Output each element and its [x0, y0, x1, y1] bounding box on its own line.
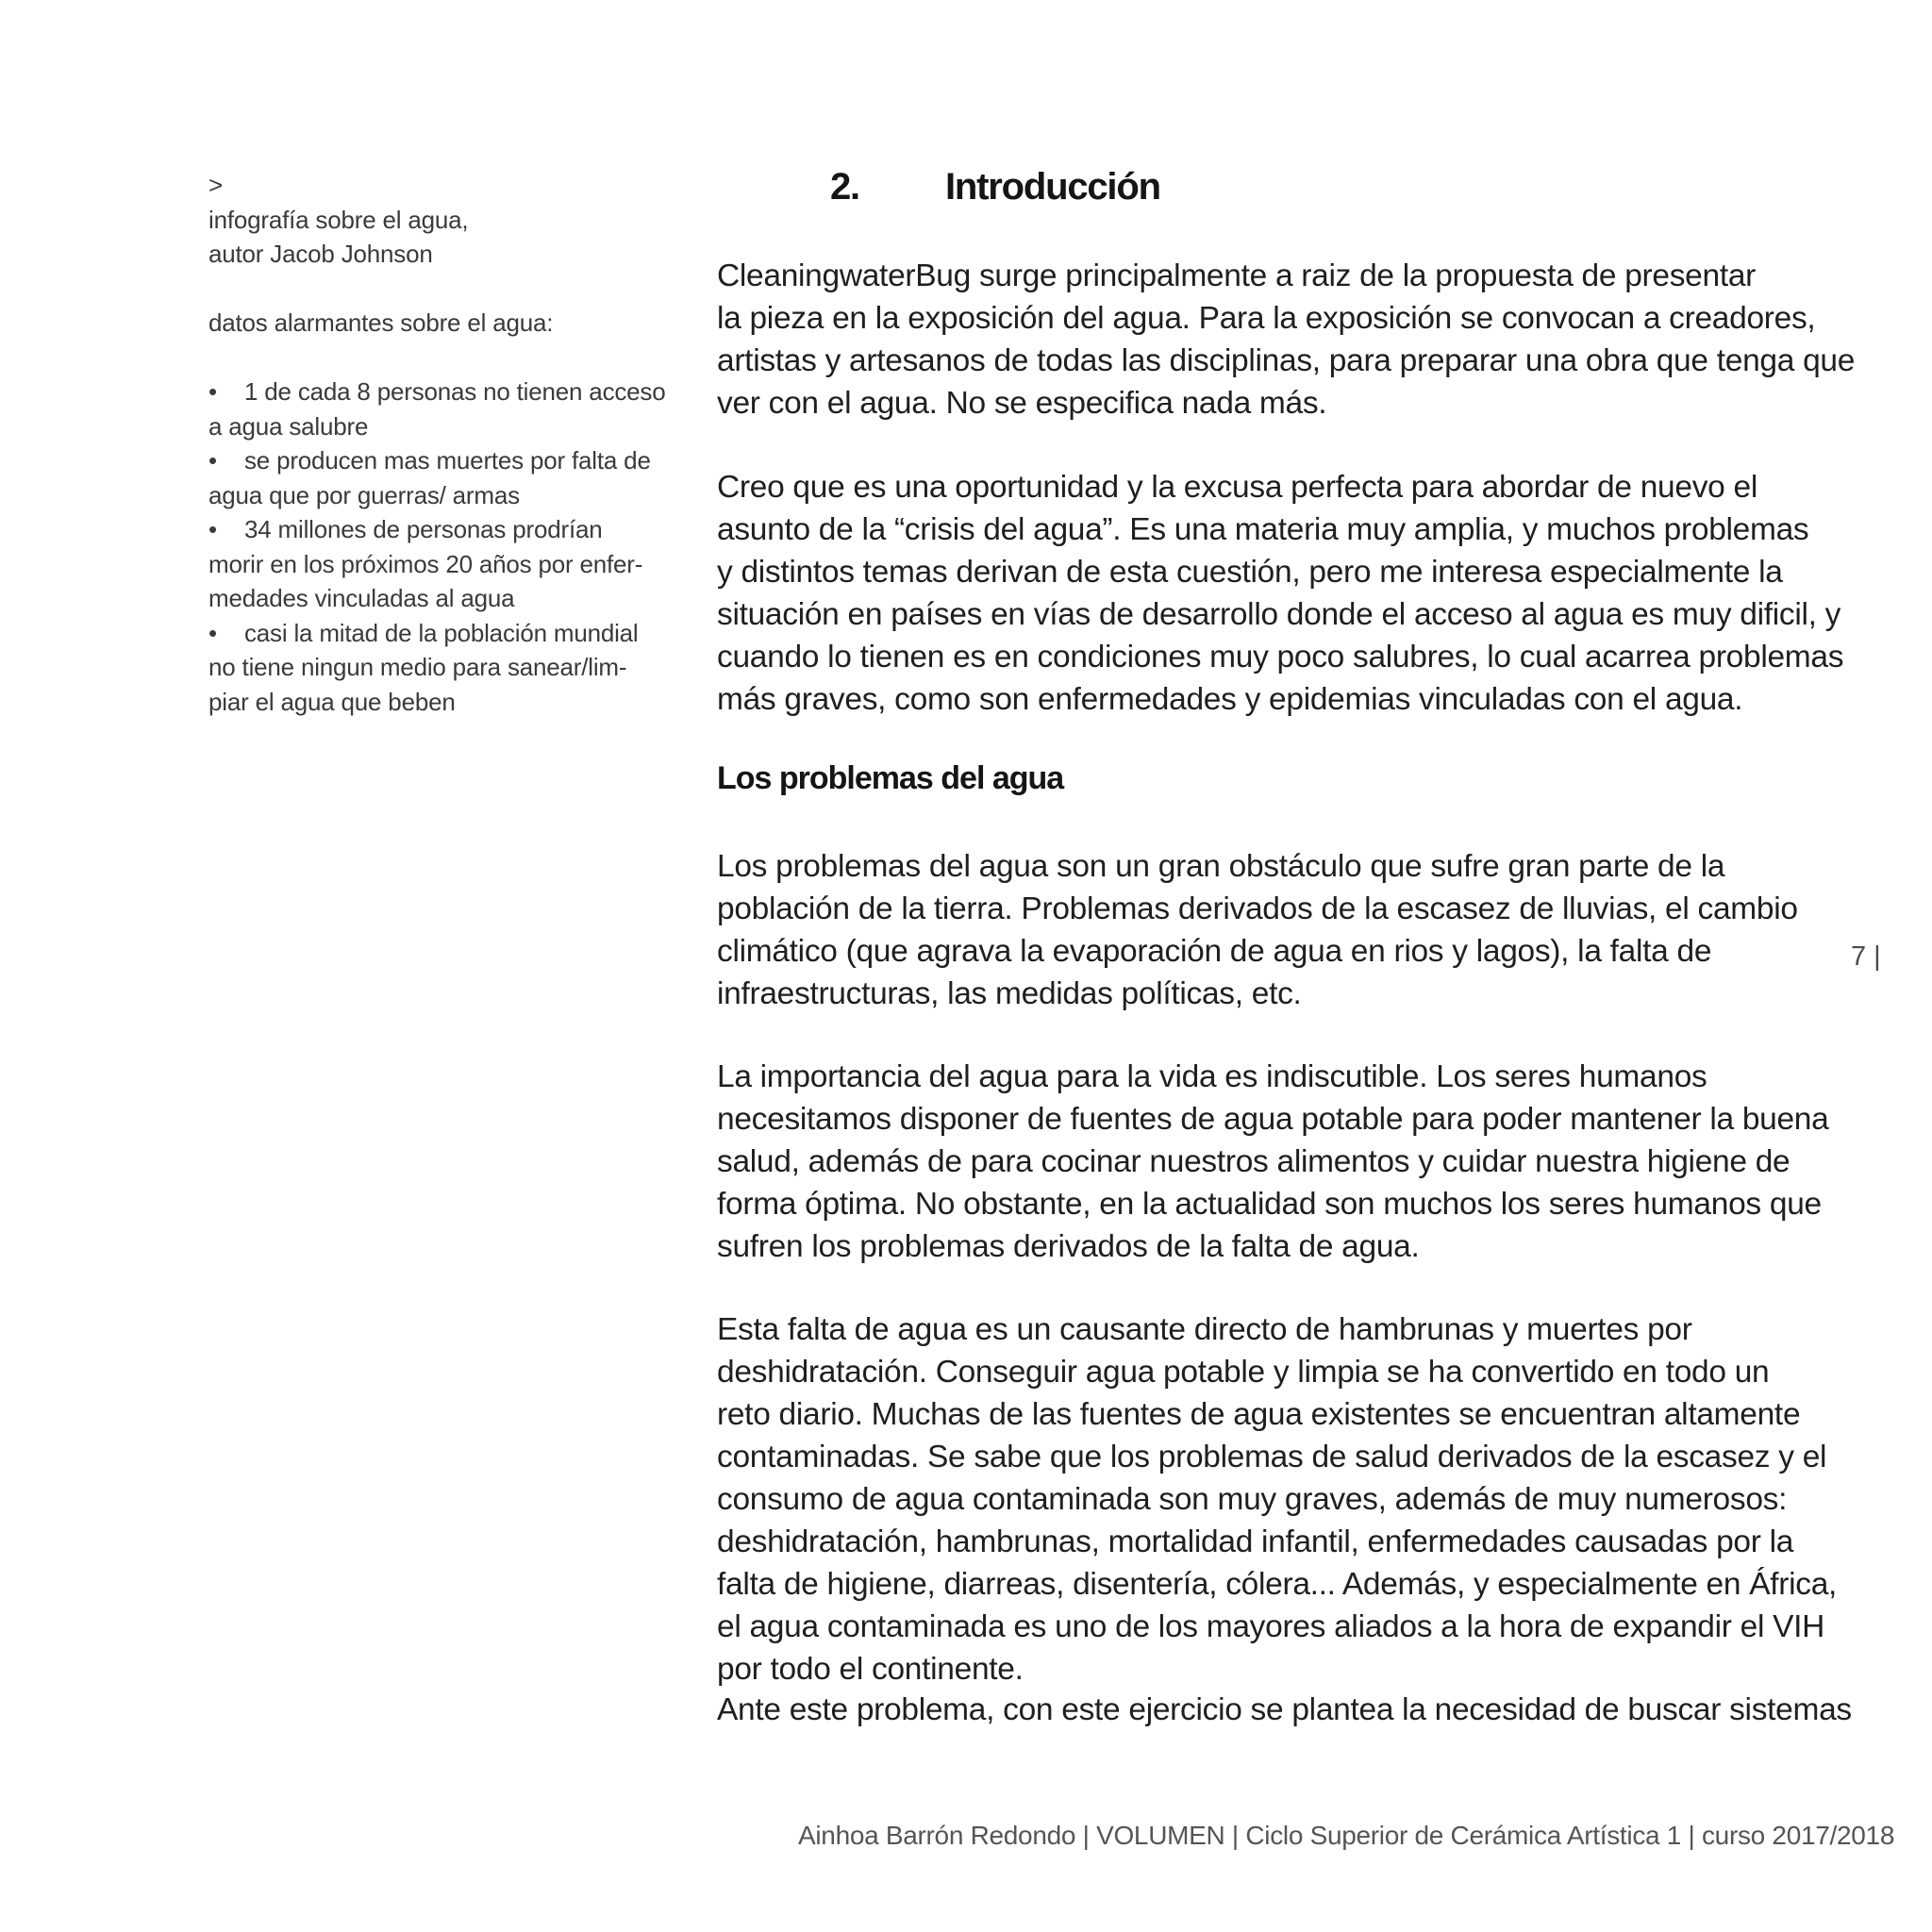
paragraph-problems — [717, 845, 1798, 1015]
section-subheading: Los problemas del agua — [717, 760, 1064, 796]
paragraph-line: el agua contaminada es uno de los mayores aliados a la hora de expandir el VIH — [717, 1609, 1825, 1644]
paragraph-line: forma óptima. No obstante, en la actualidad son muchos los seres humanos que — [717, 1187, 1822, 1222]
bullet-icon: • — [208, 446, 217, 475]
caption-line: infografía sobre el agua, — [208, 205, 469, 234]
paragraph-exercise — [717, 1689, 1852, 1731]
paragraph-line: artistas y artesanos de todas las disciplinas, para preparar una obra que tenga que — [717, 343, 1856, 378]
paragraph-line: CleaningwaterBug surge principalmente a raiz de la propuesta de presentar — [717, 258, 1757, 293]
bullet-item — [208, 512, 671, 616]
paragraph-line: deshidratación, hambrunas, mortalidad infantil, enfermedades causadas por la — [717, 1524, 1794, 1559]
paragraph-line: falta de higiene, diarreas, disentería, cólera... Además, y especialmente en África, — [717, 1567, 1838, 1602]
paragraph-line: la pieza en la exposición del agua. Para la exposición se convocan a creadores, — [717, 301, 1816, 336]
bullet-item — [208, 375, 671, 443]
sidebar-notes — [208, 168, 671, 719]
paragraph-line: Creo que es una oportunidad y la excusa perfecta para abordar de nuevo el — [717, 470, 1757, 505]
paragraph-line: y distintos temas derivan de esta cuestión, pero me interesa especialmente la — [717, 555, 1783, 590]
bullet-text: piar el agua que beben — [208, 687, 456, 716]
arrow-marker: > — [208, 171, 223, 199]
paragraph-line: Esta falta de agua es un causante directo de hambrunas y muertes por — [717, 1312, 1692, 1347]
bullet-text: se producen mas muertes por falta de — [244, 446, 651, 475]
paragraph-line: situación en países en vías de desarrollo donde el acceso al agua es muy dificil, y — [717, 597, 1841, 632]
bullet-item — [208, 443, 671, 512]
paragraph-line: sufren los problemas derivados de la falta de agua. — [717, 1229, 1420, 1264]
chapter-number: 2. — [830, 166, 859, 208]
paragraph-intro — [717, 255, 1855, 425]
paragraph-line: Los problemas del agua son un gran obstáculo que sufre gran parte de la — [717, 849, 1725, 884]
bullet-text: agua que por guerras/ armas — [208, 480, 520, 509]
paragraph-line: más graves, como son enfermedades y epidemias vinculadas con el agua. — [717, 682, 1743, 717]
bullet-item — [208, 616, 671, 720]
bullet-text: casi la mitad de la población mundial — [244, 618, 639, 647]
bullet-text: morir en los próximos 20 años por enfer- — [208, 549, 643, 578]
paragraph-line: necesitamos disponer de fuentes de agua potable para poder mantener la buena — [717, 1102, 1829, 1137]
bullet-text: a agua salubre — [208, 411, 369, 441]
bullet-text: medades vinculadas al agua — [208, 584, 515, 612]
page-number: 7 | — [1851, 941, 1881, 972]
chapter-heading — [830, 166, 1160, 208]
paragraph-crisis — [717, 466, 1843, 721]
paragraph-line: La importancia del agua para la vida es indiscutible. Los seres humanos — [717, 1059, 1707, 1094]
paragraph-line: asunto de la “crisis del agua”. Es una materia muy amplia, y muchos problemas — [717, 512, 1809, 547]
paragraph-line: reto diario. Muchas de las fuentes de agua existentes se encuentran altamente — [717, 1397, 1801, 1432]
paragraph-line: ver con el agua. No se especifica nada más. — [717, 386, 1327, 421]
paragraph-shortage — [717, 1308, 1837, 1690]
paragraph-line: Ante este problema, con este ejercicio se plantea la necesidad de buscar sistemas — [717, 1692, 1852, 1727]
bullet-text: no tiene ningun medio para sanear/lim- — [208, 653, 627, 681]
paragraph-line: cuando lo tienen es en condiciones muy poco salubres, lo cual acarrea problemas — [717, 640, 1844, 675]
page-footer: Ainhoa Barrón Redondo | VOLUMEN | Ciclo Superior de Cerámica Artística 1 | curso 2017/2018 — [798, 1821, 1895, 1850]
chapter-title: Introducción — [945, 166, 1160, 208]
bullet-text: 1 de cada 8 personas no tienen acceso — [244, 377, 666, 406]
paragraph-line: consumo de agua contaminada son muy graves, además de muy numerosos: — [717, 1482, 1788, 1517]
caption-line: autor Jacob Johnson — [208, 240, 433, 268]
paragraph-line: por todo el continente. — [717, 1652, 1024, 1687]
paragraph-line: contaminadas. Se sabe que los problemas de salud derivados de la escasez y el — [717, 1440, 1827, 1474]
bullet-icon: • — [208, 377, 217, 406]
bullet-text: 34 millones de personas prodrían — [244, 515, 603, 543]
bullet-icon: • — [208, 515, 217, 543]
paragraph-line: población de la tierra. Problemas derivados de la escasez de lluvias, el cambio — [717, 891, 1798, 926]
data-title: datos alarmantes sobre el agua: — [208, 308, 554, 337]
paragraph-importance — [717, 1056, 1828, 1268]
paragraph-line: climático (que agrava la evaporación de agua en rios y lagos), la falta de — [717, 934, 1712, 969]
paragraph-line: infraestructuras, las medidas políticas, etc. — [717, 976, 1302, 1011]
bullet-icon: • — [208, 618, 217, 647]
paragraph-line: salud, además de para cocinar nuestros alimentos y cuidar nuestra higiene de — [717, 1144, 1790, 1179]
paragraph-line: deshidratación. Conseguir agua potable y limpia se ha convertido en todo un — [717, 1355, 1770, 1390]
